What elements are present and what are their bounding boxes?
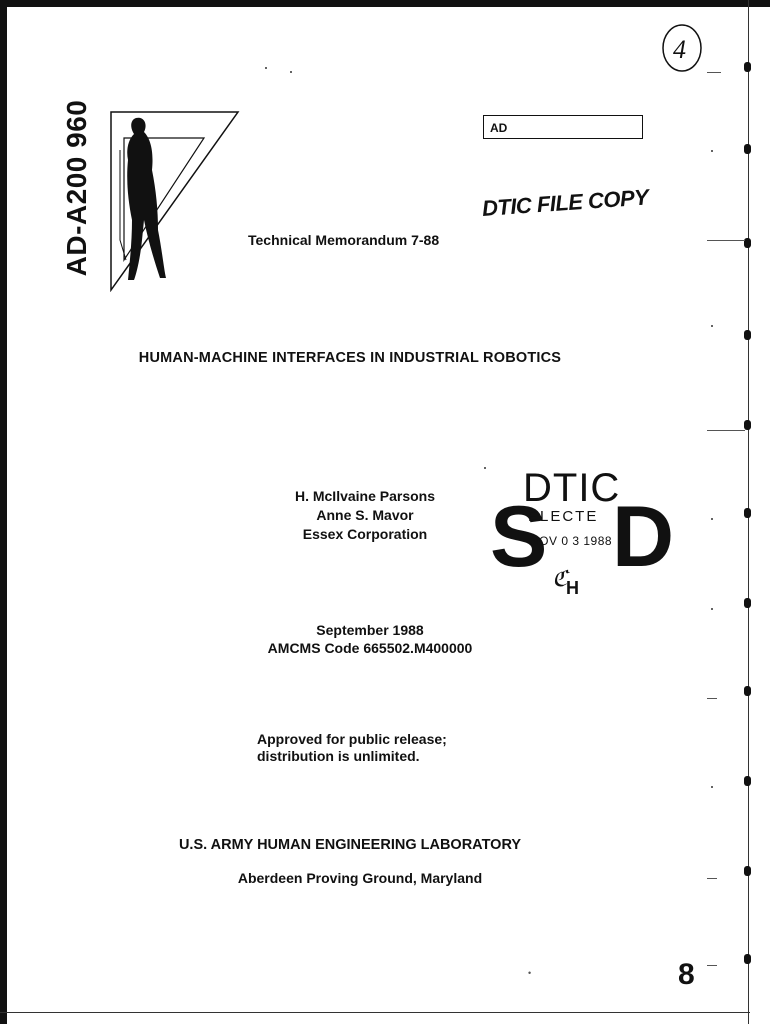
document-title: HUMAN-MACHINE INTERFACES IN INDUSTRIAL ROBOTICS <box>138 350 562 366</box>
stamp-initials: H <box>566 578 579 598</box>
dtic-stamp-s: S <box>490 489 548 585</box>
binding-mark <box>744 954 751 964</box>
dtic-stamp-d: D <box>612 489 675 585</box>
author-line: H. McIlvaine Parsons <box>294 488 436 504</box>
file-copy-stamp: DTIC FILE COPY <box>481 184 650 222</box>
release-line: Approved for public release; <box>257 731 447 747</box>
margin-dash <box>707 698 717 699</box>
handwritten-circle <box>660 22 704 74</box>
scan-speck <box>290 71 292 73</box>
dtic-stamp-word: DTIC <box>523 466 621 510</box>
binding-mark <box>744 776 751 786</box>
ad-number-box: AD <box>483 115 643 139</box>
hel-logo <box>106 110 242 292</box>
scan-speck: • <box>528 968 532 978</box>
author-block <box>250 487 480 544</box>
report-number: Technical Memorandum 7-88 <box>248 232 440 248</box>
margin-speck <box>711 608 713 610</box>
dtic-stamp-status: ELECTE <box>528 508 599 525</box>
date-block <box>190 621 550 657</box>
organization-line: Essex Corporation <box>302 526 428 542</box>
scan-top-border <box>0 0 770 7</box>
distribution-statement <box>257 731 447 765</box>
publication-date: September 1988 <box>316 622 424 638</box>
margin-dash <box>707 965 717 966</box>
margin-dash <box>707 430 745 431</box>
release-line: distribution is unlimited. <box>257 748 420 764</box>
laboratory-name: U.S. ARMY HUMAN ENGINEERING LABORATORY <box>178 837 522 853</box>
margin-dash <box>707 72 721 73</box>
scan-speck <box>265 67 267 69</box>
margin-dash <box>707 240 745 241</box>
page-mark: 8 <box>678 958 695 991</box>
stamp-initials-mark: ℭ <box>552 566 568 591</box>
margin-speck <box>711 786 713 788</box>
author-line: Anne S. Mavor <box>316 507 414 523</box>
binding-mark <box>744 62 751 72</box>
scan-speck <box>484 467 486 469</box>
dtic-stamp-date: NOV 0 3 1988 <box>530 534 613 548</box>
svg-text:4: 4 <box>673 35 686 64</box>
scan-left-border <box>0 0 7 1024</box>
binding-mark <box>744 508 751 518</box>
margin-speck <box>711 150 713 152</box>
amcms-code: AMCMS Code 665502.M400000 <box>267 640 473 656</box>
binding-mark <box>744 330 751 340</box>
accession-number: AD-A200 960 <box>61 99 92 277</box>
scan-bottom-border <box>0 1012 750 1013</box>
binding-mark <box>744 686 751 696</box>
margin-speck <box>711 518 713 520</box>
binding-mark <box>744 420 751 430</box>
binding-mark <box>744 144 751 154</box>
margin-dash <box>707 878 717 879</box>
laboratory-location: Aberdeen Proving Ground, Maryland <box>237 870 483 886</box>
binding-mark <box>744 238 751 248</box>
margin-speck <box>711 325 713 327</box>
binding-mark <box>744 598 751 608</box>
binding-mark <box>744 866 751 876</box>
